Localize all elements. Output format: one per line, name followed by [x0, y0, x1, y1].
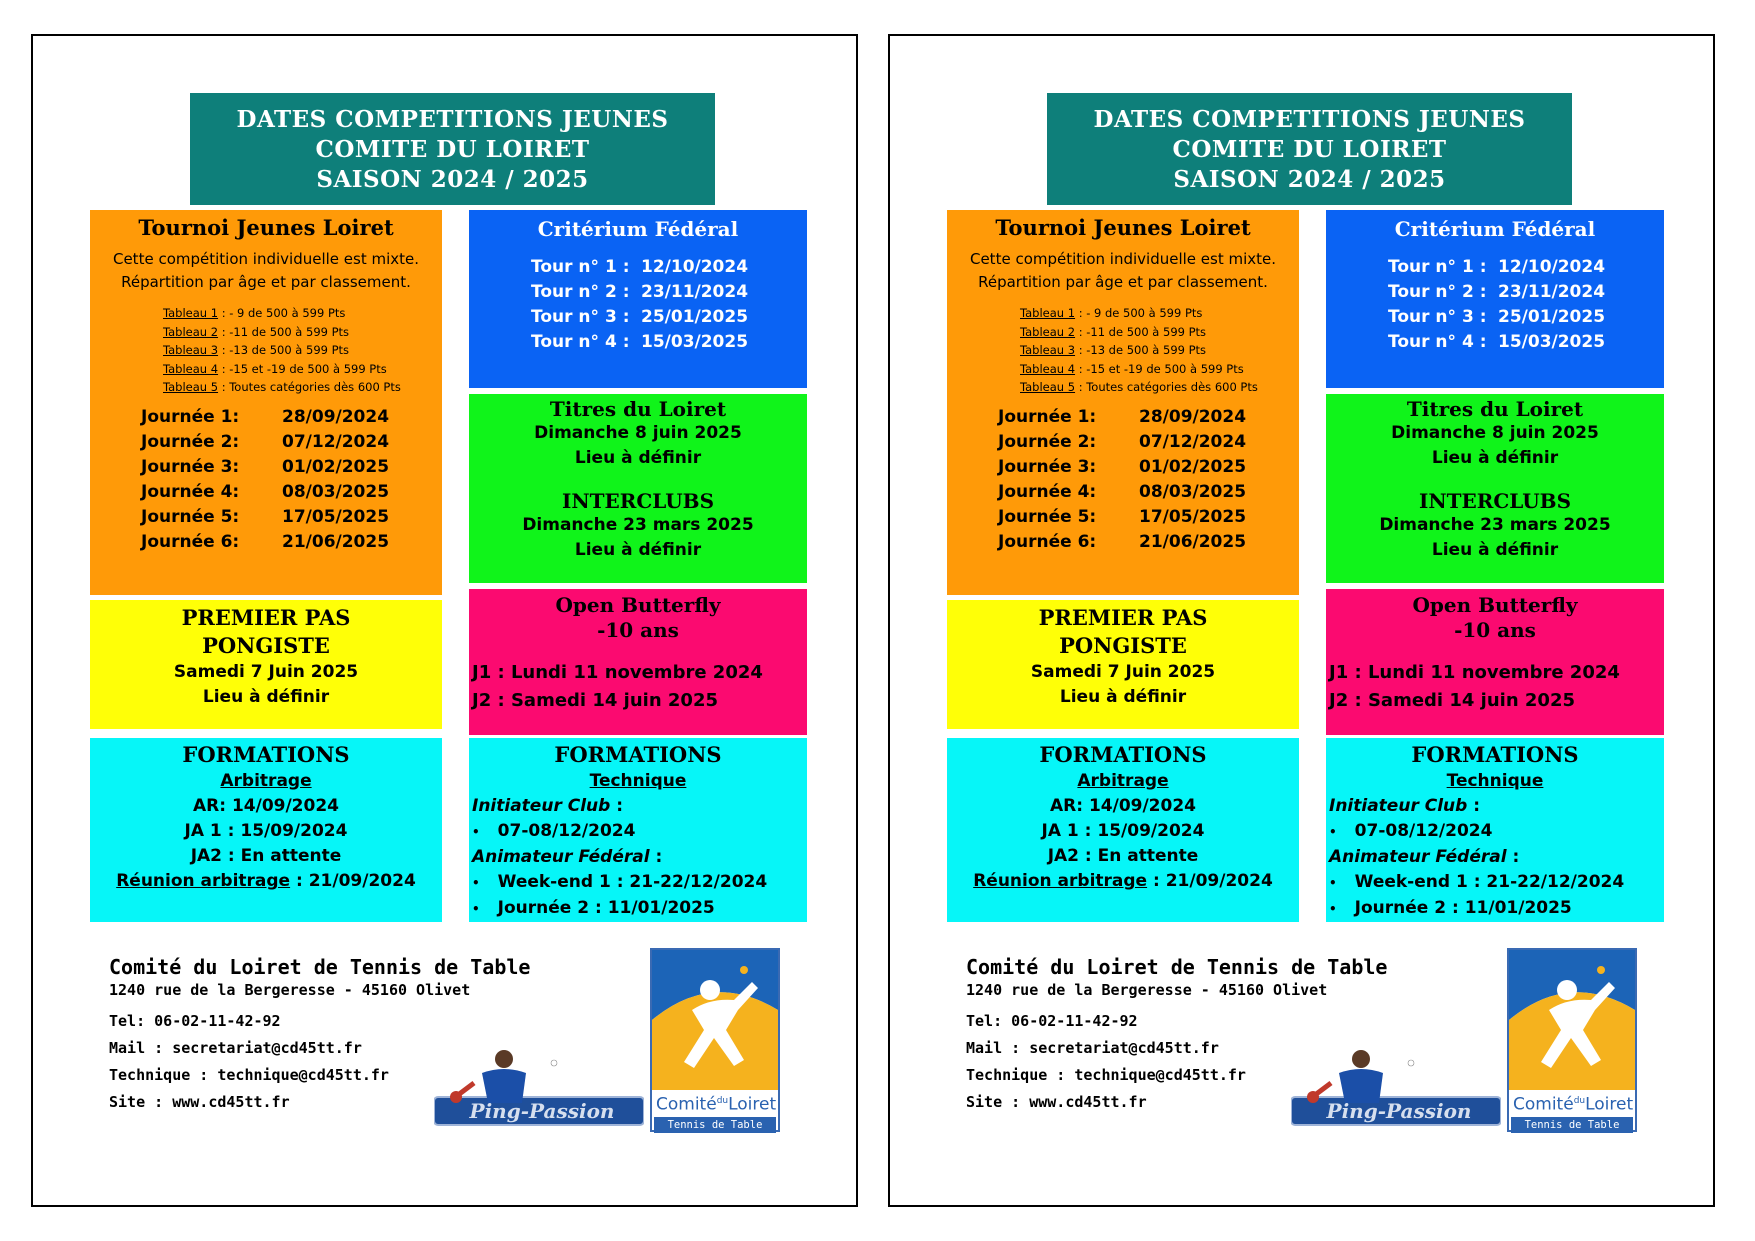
- journee-row: [947, 530, 1299, 555]
- formations-arb-subtitle: Arbitrage: [1077, 771, 1169, 791]
- tour-label: Tour n° 2 :: [1388, 282, 1487, 302]
- premier-lieu: Lieu à définir: [1059, 687, 1187, 707]
- tableau-label: Tableau 1: [163, 306, 219, 320]
- logo-text-sub: Tennis de Table: [654, 1117, 776, 1133]
- tableau-item: [163, 323, 442, 342]
- open-j1: J1 : Lundi 11 novembre 2024: [1329, 662, 1620, 683]
- tournoi-desc-1: Cette compétition individuelle est mixte.: [969, 250, 1277, 268]
- tour-row: [531, 280, 807, 305]
- journee-label: Journée 1:: [998, 406, 1097, 427]
- journee-date: 17/05/2025: [282, 506, 390, 527]
- tour-date: 15/03/2025: [1498, 332, 1606, 352]
- footer-tel: Tel: 06-02-11-42-92: [109, 1012, 281, 1030]
- ping-passion-text: Ping-Passion: [469, 1099, 615, 1123]
- formations-tech-title: FORMATIONS: [554, 742, 722, 767]
- footer-address: 1240 rue de la Bergeresse - 45160 Olivet: [966, 981, 1328, 999]
- tour-label: Tour n° 3 :: [1388, 307, 1487, 327]
- header-line-1: DATES COMPETITIONS JEUNES: [236, 106, 669, 133]
- animateur-sep: :: [649, 847, 663, 867]
- criterium-title: Critérium Fédéral: [537, 217, 739, 241]
- tableau-text: : -11 de 500 à 599 Pts: [1075, 324, 1207, 339]
- initiateur-sep: :: [1467, 796, 1481, 816]
- tours-list: [1326, 255, 1664, 355]
- initiateur-label: Initiateur Club: [1329, 796, 1468, 816]
- tableau-label: Tableau 5: [163, 380, 219, 394]
- journee-label: Journée 6:: [998, 531, 1097, 552]
- journee-date: 21/06/2025: [282, 531, 390, 552]
- tableau-text: : -13 de 500 à 599 Pts: [1075, 343, 1207, 357]
- tour-row: [531, 305, 807, 330]
- animateur-label: Animateur Fédéral: [472, 847, 650, 867]
- tour-row: [1388, 255, 1664, 280]
- premier-title-2: PONGISTE: [202, 633, 330, 658]
- tour-date: 12/10/2024: [1498, 257, 1606, 277]
- arb-reunion: [90, 869, 442, 894]
- initiateur-label: Initiateur Club: [472, 796, 611, 816]
- tableau-text: : -13 de 500 à 599 Pts: [218, 343, 350, 357]
- journee-date: 08/03/2025: [282, 481, 390, 502]
- reunion-label: Réunion arbitrage: [116, 871, 291, 891]
- initiateur-sep: :: [610, 796, 624, 816]
- formations-arb-subtitle: Arbitrage: [220, 771, 312, 791]
- tableau-item: [1020, 360, 1299, 379]
- logo-du: du: [716, 1096, 729, 1106]
- comite-logo: [1507, 948, 1637, 1132]
- tableau-item: [1020, 341, 1299, 360]
- journee-date: 21/06/2025: [1139, 531, 1247, 552]
- arb-ja1: JA 1 : 15/09/2024: [1041, 821, 1205, 841]
- tableau-text: : -11 de 500 à 599 Pts: [218, 324, 350, 339]
- journee-label: Journée 5:: [998, 506, 1097, 527]
- formations-arbitrage-box: [947, 738, 1299, 922]
- comite-logo-icon: [1509, 950, 1635, 1090]
- footer-technique: Technique : technique@cd45tt.fr: [109, 1066, 389, 1084]
- tour-date: 23/11/2024: [641, 282, 749, 302]
- animateur-we1: • Week-end 1 : 21-22/12/2024: [469, 870, 807, 896]
- journee-row: [947, 505, 1299, 530]
- logo-du: du: [1573, 1096, 1586, 1106]
- formations-tech-subtitle: Technique: [589, 771, 687, 791]
- tableau-text: : - 9 de 500 à 599 Pts: [1075, 306, 1203, 320]
- flyer-page-left: [31, 34, 858, 1207]
- interclubs-date: Dimanche 23 mars 2025: [1379, 515, 1611, 535]
- tableau-label: Tableau 1: [1020, 306, 1076, 320]
- titres-lieu: Lieu à définir: [1431, 448, 1559, 468]
- reunion-label: Réunion arbitrage: [973, 871, 1148, 891]
- criterium-title: Critérium Fédéral: [1394, 217, 1596, 241]
- tableau-item: [1020, 304, 1299, 323]
- journee-label: Journée 4:: [141, 481, 240, 502]
- tour-label: Tour n° 2 :: [531, 282, 630, 302]
- journee-date: 17/05/2025: [1139, 506, 1247, 527]
- tour-label: Tour n° 4 :: [1388, 332, 1487, 352]
- reunion-date: : 21/09/2024: [290, 871, 416, 891]
- ping-passion-text: Ping-Passion: [1326, 1099, 1472, 1123]
- journee-date: 28/09/2024: [282, 406, 390, 427]
- ping-passion-logo: [434, 1049, 644, 1133]
- tour-row: [1388, 305, 1664, 330]
- tournoi-box: [947, 210, 1299, 595]
- interclubs-title: INTERCLUBS: [561, 489, 715, 513]
- premier-date: Samedi 7 Juin 2025: [173, 662, 359, 682]
- formations-arb-title: FORMATIONS: [182, 742, 350, 767]
- arb-ar: AR: 14/09/2024: [1049, 796, 1196, 816]
- tableau-label: Tableau 3: [1020, 343, 1076, 357]
- header-line-3: SAISON 2024 / 2025: [1173, 166, 1446, 193]
- logo-loiret: Loiret: [1585, 1094, 1634, 1115]
- initiateur-date: • 07-08/12/2024: [469, 819, 807, 845]
- tableau-text: : Toutes catégories dès 600 Pts: [218, 380, 401, 394]
- tableau-item: [163, 360, 442, 379]
- criterium-box: [1326, 210, 1664, 388]
- tour-label: Tour n° 4 :: [531, 332, 630, 352]
- logo-comite: Comité: [656, 1094, 717, 1115]
- journee-row: [947, 480, 1299, 505]
- animateur-line: [1326, 845, 1664, 870]
- tableau-text: : - 9 de 500 à 599 Pts: [218, 306, 346, 320]
- tableau-text: : -15 et -19 de 500 à 599 Pts: [1075, 361, 1244, 376]
- footer-tel: Tel: 06-02-11-42-92: [966, 1012, 1138, 1030]
- animateur-line: [469, 845, 807, 870]
- formations-arb-title: FORMATIONS: [1039, 742, 1207, 767]
- tour-date: 25/01/2025: [1498, 307, 1606, 327]
- tour-date: 15/03/2025: [641, 332, 749, 352]
- tableau-label: Tableau 2: [1020, 324, 1076, 339]
- premier-title-1: PREMIER PAS: [181, 605, 351, 630]
- open-title-2: -10 ans: [597, 618, 679, 642]
- flyer-page-right: [888, 34, 1715, 1207]
- journee-label: Journée 3:: [998, 456, 1097, 477]
- tournoi-title: Tournoi Jeunes Loiret: [138, 215, 394, 240]
- tableaux-list: [90, 304, 442, 397]
- header-banner: [1047, 93, 1572, 205]
- titres-date: Dimanche 8 juin 2025: [1391, 423, 1599, 443]
- logo-comite: Comité: [1513, 1094, 1574, 1115]
- journee-row: [947, 430, 1299, 455]
- journee-row: [947, 455, 1299, 480]
- footer-technique: Technique : technique@cd45tt.fr: [966, 1066, 1246, 1084]
- open-title-1: Open Butterfly: [555, 593, 721, 617]
- journee-label: Journée 5:: [141, 506, 240, 527]
- tours-list: [469, 255, 807, 355]
- journee-label: Journée 6:: [141, 531, 240, 552]
- open-title-2: -10 ans: [1454, 618, 1536, 642]
- animateur-sep: :: [1506, 847, 1520, 867]
- footer-org: Comité du Loiret de Tennis de Table: [109, 955, 531, 979]
- journee-date: 08/03/2025: [1139, 481, 1247, 502]
- footer-mail: Mail : secretariat@cd45tt.fr: [109, 1039, 362, 1057]
- tour-label: Tour n° 3 :: [531, 307, 630, 327]
- titres-box: [1326, 394, 1664, 583]
- titres-title: Titres du Loiret: [1406, 397, 1584, 421]
- reunion-date: : 21/09/2024: [1147, 871, 1273, 891]
- tournoi-desc-2: Répartition par âge et par classement.: [121, 273, 411, 291]
- logo-loiret: Loiret: [728, 1094, 777, 1115]
- titres-box: [469, 394, 807, 583]
- arb-ja2: JA2 : En attente: [1047, 846, 1199, 866]
- formations-technique-box: [469, 738, 807, 922]
- tour-row: [531, 330, 807, 355]
- arb-ar: AR: 14/09/2024: [192, 796, 339, 816]
- ping-passion-logo: [1291, 1049, 1501, 1133]
- open-butterfly-box: [1326, 589, 1664, 735]
- interclubs-title: INTERCLUBS: [1418, 489, 1572, 513]
- footer-org: Comité du Loiret de Tennis de Table: [966, 955, 1388, 979]
- tableaux-list: [947, 304, 1299, 397]
- animateur-label: Animateur Fédéral: [1329, 847, 1507, 867]
- footer-site: Site : www.cd45tt.fr: [109, 1093, 290, 1111]
- journee-row: [90, 455, 442, 480]
- initiateur-line: [1326, 794, 1664, 819]
- footer-address: 1240 rue de la Bergeresse - 45160 Olivet: [109, 981, 471, 999]
- open-butterfly-box: [469, 589, 807, 735]
- interclubs-lieu: Lieu à définir: [574, 540, 702, 560]
- tableau-label: Tableau 4: [163, 361, 219, 376]
- tableau-item: [1020, 323, 1299, 342]
- tour-label: Tour n° 1 :: [1388, 257, 1487, 277]
- open-j2: J2 : Samedi 14 juin 2025: [1329, 690, 1575, 711]
- tour-date: 23/11/2024: [1498, 282, 1606, 302]
- criterium-box: [469, 210, 807, 388]
- interclubs-lieu: Lieu à définir: [1431, 540, 1559, 560]
- tableau-label: Tableau 3: [163, 343, 219, 357]
- journee-label: Journée 3:: [141, 456, 240, 477]
- journee-label: Journée 4:: [998, 481, 1097, 502]
- footer-site: Site : www.cd45tt.fr: [966, 1093, 1147, 1111]
- premier-pas-box: [90, 600, 442, 729]
- journee-date: 01/02/2025: [1139, 456, 1247, 477]
- arb-reunion: [947, 869, 1299, 894]
- tour-label: Tour n° 1 :: [531, 257, 630, 277]
- tour-date: 12/10/2024: [641, 257, 749, 277]
- tableau-item: [163, 341, 442, 360]
- journee-label: Journée 1:: [141, 406, 240, 427]
- interclubs-date: Dimanche 23 mars 2025: [522, 515, 754, 535]
- titres-lieu: Lieu à définir: [574, 448, 702, 468]
- tour-row: [1388, 280, 1664, 305]
- tableau-text: : -15 et -19 de 500 à 599 Pts: [218, 361, 387, 376]
- formations-tech-subtitle: Technique: [1446, 771, 1544, 791]
- logo-text-main: [652, 1090, 778, 1116]
- comite-logo: [650, 948, 780, 1132]
- formations-arbitrage-box: [90, 738, 442, 922]
- tournoi-desc-2: Répartition par âge et par classement.: [978, 273, 1268, 291]
- arb-ja2: JA2 : En attente: [190, 846, 342, 866]
- premier-pas-box: [947, 600, 1299, 729]
- journee-date: 01/02/2025: [282, 456, 390, 477]
- formations-technique-box: [1326, 738, 1664, 922]
- premier-title-2: PONGISTE: [1059, 633, 1187, 658]
- journee-row: [90, 430, 442, 455]
- initiateur-date: • 07-08/12/2024: [1326, 819, 1664, 845]
- premier-lieu: Lieu à définir: [202, 687, 330, 707]
- header-banner: [190, 93, 715, 205]
- tour-row: [1388, 330, 1664, 355]
- tour-date: 25/01/2025: [641, 307, 749, 327]
- arb-ja1: JA 1 : 15/09/2024: [184, 821, 348, 841]
- journee-row: [90, 480, 442, 505]
- journee-date: 28/09/2024: [1139, 406, 1247, 427]
- journees-list: [90, 405, 442, 555]
- open-j2: J2 : Samedi 14 juin 2025: [472, 690, 718, 711]
- journees-list: [947, 405, 1299, 555]
- open-title-1: Open Butterfly: [1412, 593, 1578, 617]
- tableau-label: Tableau 5: [1020, 380, 1076, 394]
- tableau-item: [163, 378, 442, 397]
- tour-row: [531, 255, 807, 280]
- header-line-2: COMITE DU LOIRET: [315, 136, 590, 163]
- tableau-item: [163, 304, 442, 323]
- tournoi-title: Tournoi Jeunes Loiret: [995, 215, 1251, 240]
- titres-date: Dimanche 8 juin 2025: [534, 423, 742, 443]
- tournoi-desc-1: Cette compétition individuelle est mixte.: [112, 250, 420, 268]
- tournoi-box: [90, 210, 442, 595]
- tableau-text: : Toutes catégories dès 600 Pts: [1075, 380, 1258, 394]
- header-line-1: DATES COMPETITIONS JEUNES: [1093, 106, 1526, 133]
- journee-label: Journée 2:: [998, 431, 1097, 452]
- animateur-j2: • Journée 2 : 11/01/2025: [469, 896, 807, 922]
- formations-tech-title: FORMATIONS: [1411, 742, 1579, 767]
- journee-row: [90, 405, 442, 430]
- animateur-we1: • Week-end 1 : 21-22/12/2024: [1326, 870, 1664, 896]
- footer-mail: Mail : secretariat@cd45tt.fr: [966, 1039, 1219, 1057]
- titres-title: Titres du Loiret: [549, 397, 727, 421]
- tableau-item: [1020, 378, 1299, 397]
- journee-date: 07/12/2024: [1139, 431, 1247, 452]
- tableau-label: Tableau 4: [1020, 361, 1076, 376]
- journee-row: [90, 530, 442, 555]
- open-j1: J1 : Lundi 11 novembre 2024: [472, 662, 763, 683]
- journee-date: 07/12/2024: [282, 431, 390, 452]
- animateur-j2: • Journée 2 : 11/01/2025: [1326, 896, 1664, 922]
- journee-row: [90, 505, 442, 530]
- journee-row: [947, 405, 1299, 430]
- journee-label: Journée 2:: [141, 431, 240, 452]
- header-line-2: COMITE DU LOIRET: [1172, 136, 1447, 163]
- premier-title-1: PREMIER PAS: [1038, 605, 1208, 630]
- tableau-label: Tableau 2: [163, 324, 219, 339]
- initiateur-line: [469, 794, 807, 819]
- logo-text-main: [1509, 1090, 1635, 1116]
- comite-logo-icon: [652, 950, 778, 1090]
- premier-date: Samedi 7 Juin 2025: [1030, 662, 1216, 682]
- header-line-3: SAISON 2024 / 2025: [316, 166, 589, 193]
- logo-text-sub: Tennis de Table: [1511, 1117, 1633, 1133]
